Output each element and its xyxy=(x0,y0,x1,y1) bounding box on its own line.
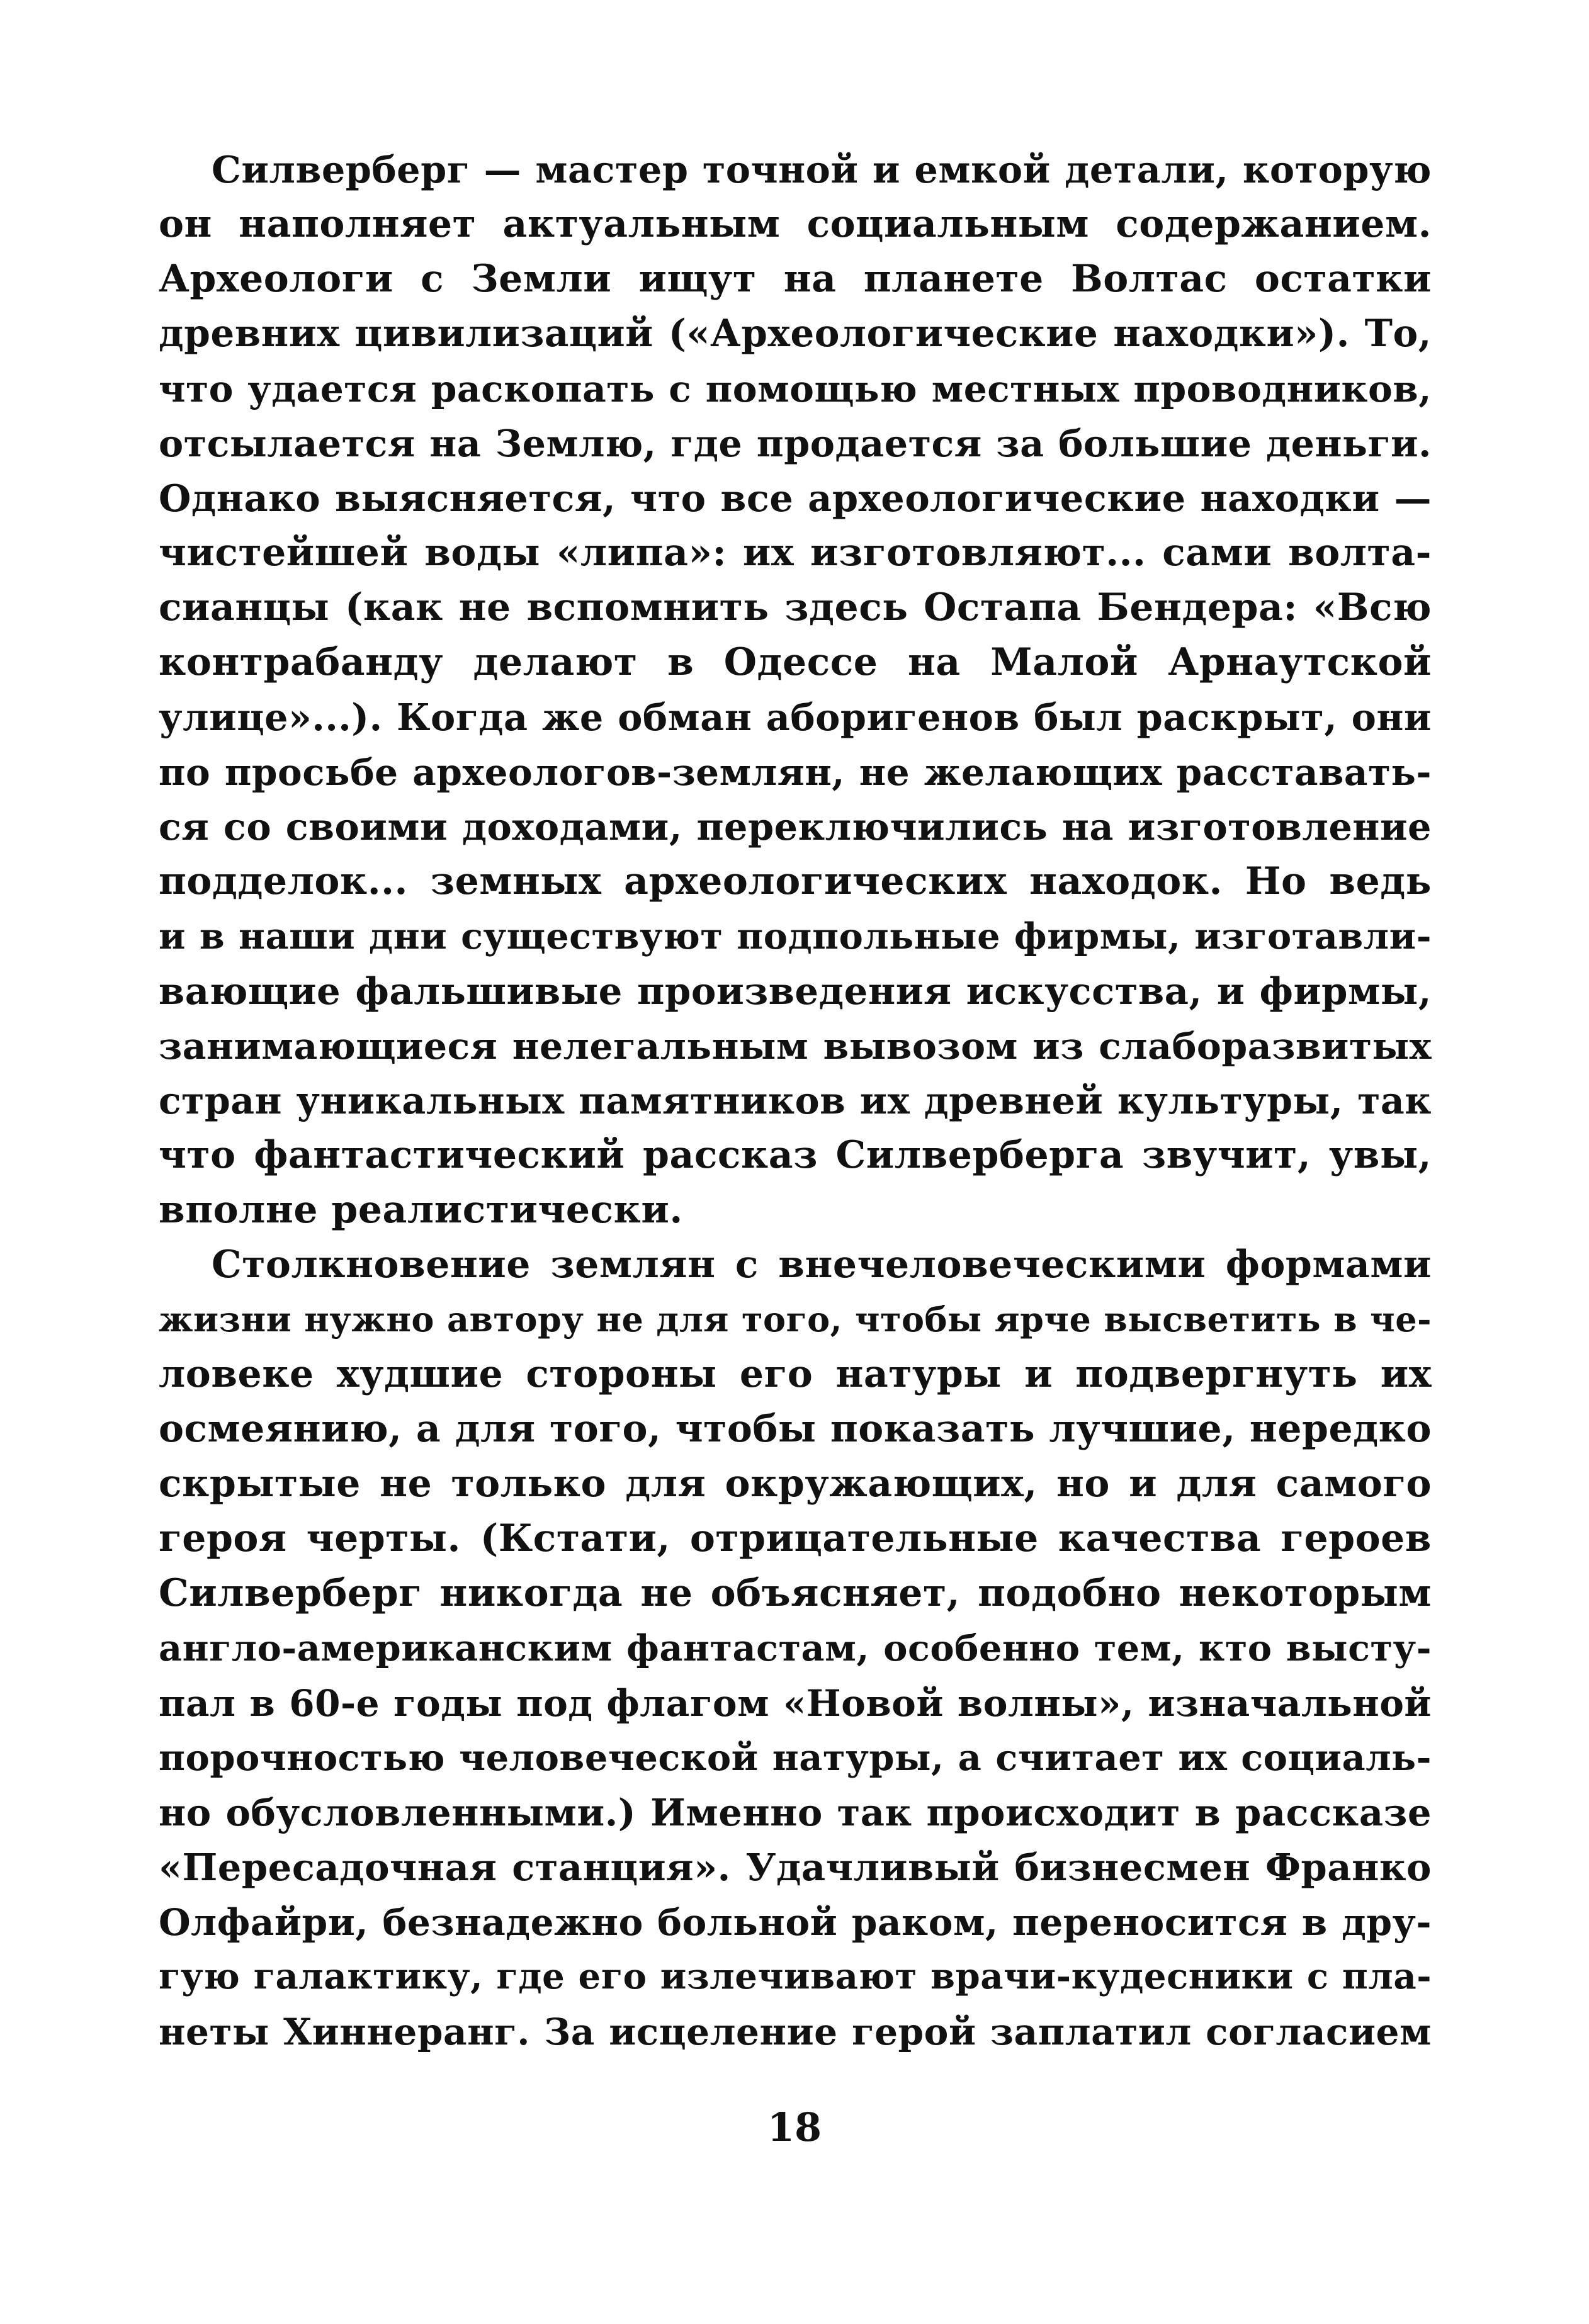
text-line: ся со своими доходами, переключились на изготовление xyxy=(159,805,1432,849)
text-line: гую галактику, где его излечивают врачи-кудесники с пла- xyxy=(159,1956,1432,1997)
page-number: 18 xyxy=(767,2104,822,2150)
text-line: контрабанду делают в Одессе на Малой Арнаутской xyxy=(159,640,1432,684)
text-line: скрытые не только для окружающих, но и для самого xyxy=(159,1462,1432,1506)
text-line: сианцы (как не вспомнить здесь Остапа Бендера: «Всю xyxy=(159,585,1432,629)
text-line: улице»...). Когда же обман аборигенов был раскрыт, они xyxy=(159,696,1432,739)
paragraph-1 xyxy=(159,142,1432,1238)
text-line: он наполняет актуальным социальным содержанием. xyxy=(159,202,1432,246)
text-line: Силверберг — мастер точной и емкой детали, которую xyxy=(212,148,1432,191)
text-line: порочностью человеческой натуры, а считает их социаль- xyxy=(159,1736,1432,1779)
text-line: осмеянию, а для того, чтобы показать лучшие, нередко xyxy=(159,1407,1432,1451)
paragraph-2 xyxy=(159,1238,1432,2059)
text-line: что фантастический рассказ Силверберга звучит, увы, xyxy=(159,1133,1432,1177)
text-line: но обусловленными.) Именно так происходит в рассказе xyxy=(159,1790,1432,1834)
text-line: Столкновение землян с внечеловеческими формами xyxy=(212,1243,1432,1287)
text-line: отсылается на Землю, где продается за большие деньги. xyxy=(159,422,1432,465)
text-line: пал в 60-е годы под флагом «Новой волны», изначальной xyxy=(159,1681,1432,1725)
text-line: подделок... земных археологических находок. Но ведь xyxy=(159,859,1432,903)
text-line: ловеке худшие стороны его натуры и подвергнуть их xyxy=(159,1352,1432,1396)
text-line: англо-американским фантастам, особенно тем, кто высту- xyxy=(159,1627,1432,1669)
text-line: неты Хиннеранг. За исцеление герой заплатил согласием xyxy=(159,2010,1432,2053)
body-text xyxy=(159,142,1432,2059)
text-line: по просьбе археологов-землян, не желающих расставать- xyxy=(159,750,1432,794)
text-line: жизни нужно автору не для того, чтобы ярче высветить в че- xyxy=(159,1299,1432,1340)
text-line: что удается раскопать с помощью местных проводников, xyxy=(159,367,1432,410)
text-line: Силверберг никогда не объясняет, подобно некоторым xyxy=(159,1571,1432,1615)
text-line: Однако выясняется, что все археологические находки — xyxy=(159,477,1432,520)
text-line: и в наши дни существуют подпольные фирмы, изготавли- xyxy=(159,915,1432,957)
text-line: «Пересадочная станция». Удачливый бизнесмен Франко xyxy=(159,1845,1432,1889)
text-line: героя черты. (Кстати, отрицательные качества героев xyxy=(159,1516,1432,1560)
text-line: вающие фальшивые произведения искусства, и фирмы, xyxy=(159,969,1432,1013)
text-line: вполне реалистически. xyxy=(159,1188,683,1232)
text-line: древних цивилизаций («Археологические находки»). То, xyxy=(159,312,1432,356)
text-line: чистейшей воды «липа»: их изготовляют... сами волта- xyxy=(159,531,1432,575)
text-line: занимающиеся нелегальным вывозом из слаборазвитых xyxy=(159,1024,1432,1068)
text-line: стран уникальных памятников их древней культуры, так xyxy=(159,1079,1432,1122)
text-line: Олфайри, безнадежно больной раком, переносится в дру- xyxy=(159,1900,1432,1944)
text-line: Археологи с Земли ищут на планете Волтас остатки xyxy=(159,257,1432,301)
